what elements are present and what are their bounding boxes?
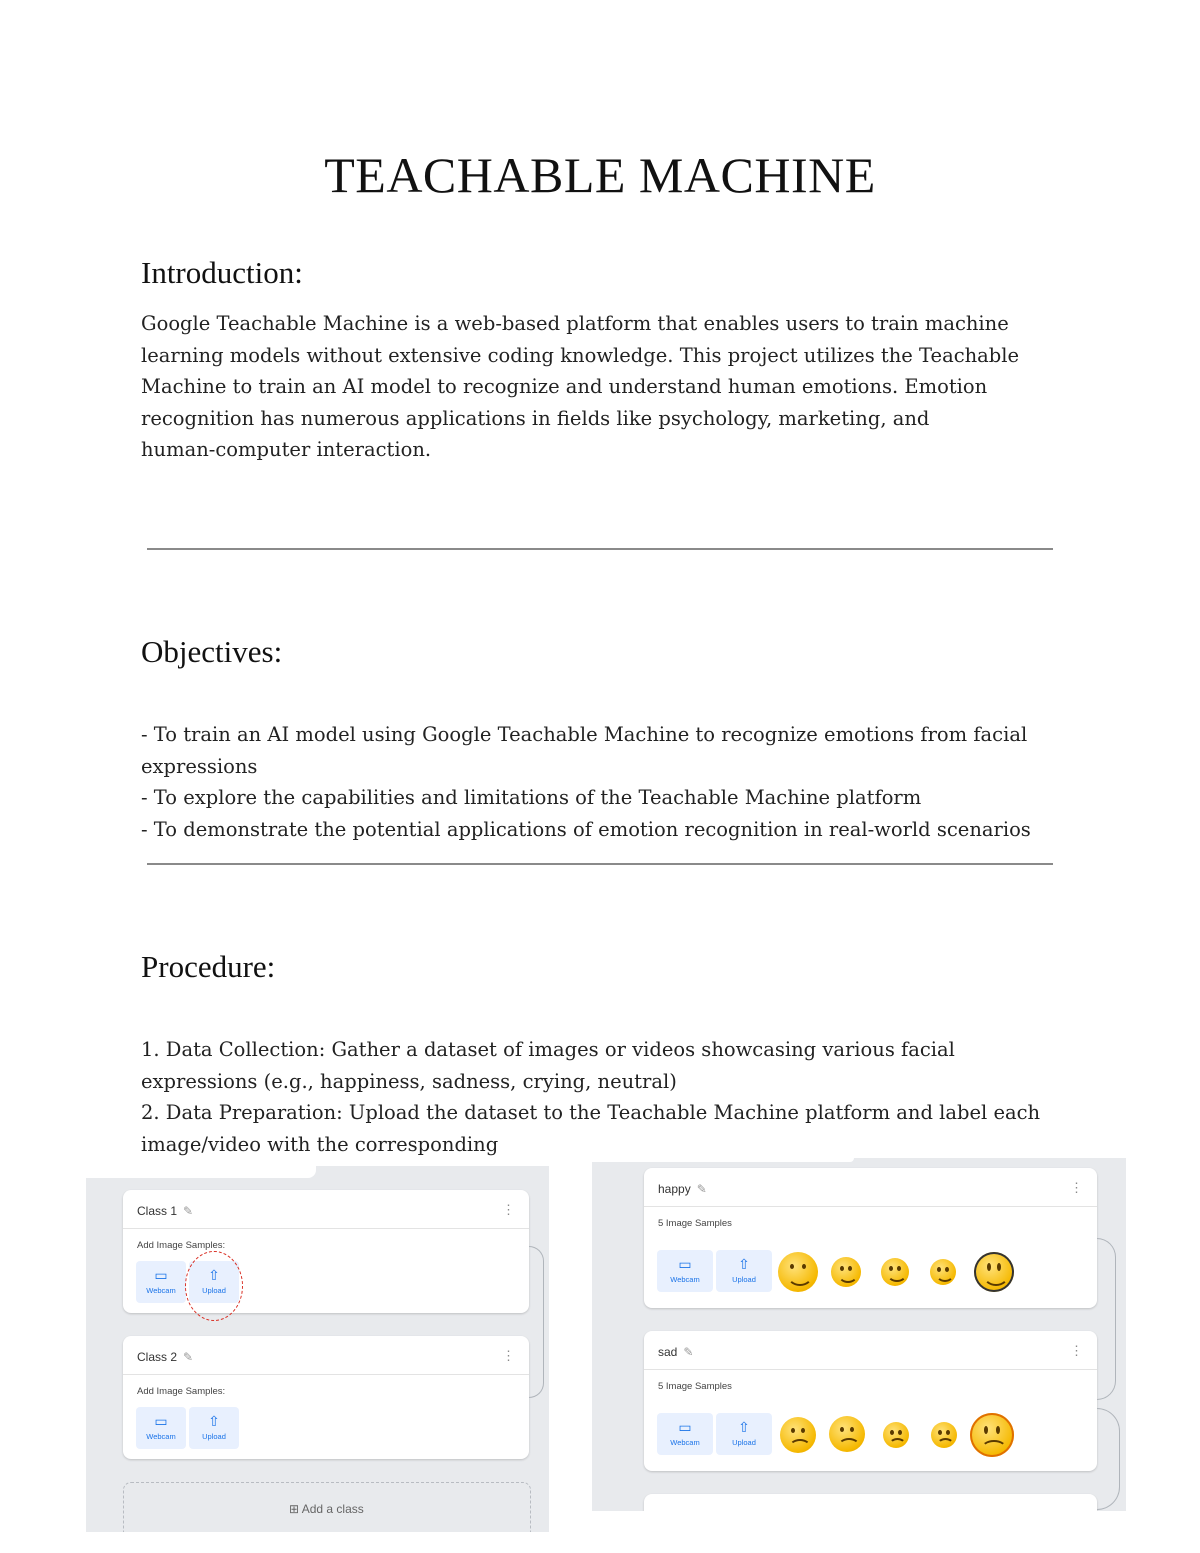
- section-divider: [147, 863, 1053, 865]
- sad-sample-image[interactable]: [883, 1422, 909, 1448]
- card-divider: [644, 1369, 1097, 1370]
- card-divider: [644, 1206, 1097, 1207]
- upload-icon: ⇧: [738, 1256, 750, 1272]
- upload-icon: ⇧: [738, 1419, 750, 1435]
- objectives-list: [141, 719, 1061, 845]
- edit-pencil-icon[interactable]: ✎: [183, 1204, 194, 1218]
- class-1-name[interactable]: Class 1: [137, 1204, 178, 1218]
- happy-class-card: [644, 1168, 1097, 1308]
- sad-sample-image[interactable]: [829, 1416, 865, 1452]
- objective-line: - To train an AI model using Google Teachable Machine to recognize emotions from facial: [141, 723, 1028, 746]
- more-vert-icon[interactable]: ⋮: [502, 1202, 515, 1217]
- upload-label: Upload: [732, 1438, 756, 1447]
- sad-sample-image[interactable]: [970, 1413, 1014, 1457]
- add-class-label: Add a class: [301, 1502, 364, 1516]
- webcam-button[interactable]: [136, 1407, 186, 1449]
- section-divider: [147, 548, 1053, 550]
- webcam-button[interactable]: [136, 1261, 186, 1303]
- objective-line: - To demonstrate the potential applications of emotion recognition in real-world scenarios: [141, 817, 1031, 841]
- objective-line: - To explore the capabilities and limitations of the Teachable Machine platform: [141, 786, 922, 809]
- procedure-line: 1. Data Collection: Gather a dataset of images or videos showcasing various facial: [141, 1038, 955, 1061]
- add-image-samples-label: Add Image Samples:: [137, 1386, 226, 1397]
- edit-pencil-icon[interactable]: ✎: [696, 1182, 707, 1196]
- introduction-heading: Introduction:: [141, 255, 303, 290]
- edit-pencil-icon[interactable]: ✎: [183, 1350, 194, 1364]
- webcam-label: Webcam: [146, 1286, 176, 1295]
- videocam-icon: ▭: [678, 1419, 692, 1435]
- add-image-samples-label: Add Image Samples:: [137, 1240, 226, 1251]
- videocam-icon: ▭: [154, 1267, 168, 1283]
- class-2-card: [123, 1336, 529, 1459]
- image-samples-count: 5 Image Samples: [658, 1218, 732, 1229]
- more-vert-icon[interactable]: ⋮: [1070, 1180, 1083, 1195]
- objectives-heading: Objectives:: [141, 634, 283, 669]
- intro-line: human-computer interaction.: [141, 438, 432, 461]
- webcam-label: Webcam: [670, 1275, 700, 1284]
- connector-line: [1097, 1238, 1116, 1400]
- intro-line: recognition has numerous applications in fields like psychology, marketing, and: [141, 406, 930, 430]
- sad-class-card: [644, 1331, 1097, 1471]
- class-1-card: [123, 1190, 529, 1313]
- webcam-label: Webcam: [670, 1438, 700, 1447]
- edit-pencil-icon[interactable]: ✎: [683, 1345, 694, 1359]
- connector-line: [1097, 1408, 1120, 1510]
- videocam-icon: ▭: [678, 1256, 692, 1272]
- webcam-label: Webcam: [146, 1432, 176, 1441]
- upload-button[interactable]: [716, 1250, 772, 1292]
- upload-label: Upload: [202, 1286, 226, 1295]
- add-class-area[interactable]: [123, 1482, 531, 1532]
- highlight-circle: [185, 1251, 243, 1321]
- webcam-button[interactable]: [657, 1250, 713, 1292]
- procedure-list: [141, 1034, 1061, 1160]
- introduction-paragraph: [141, 308, 1061, 466]
- intro-line: learning models without extensive coding knowledge. This project utilizes the Teachable: [141, 343, 1020, 367]
- sad-class-name[interactable]: sad: [658, 1345, 678, 1359]
- upload-icon: ⇧: [208, 1267, 220, 1283]
- happy-sample-image[interactable]: [778, 1252, 818, 1292]
- left-screenshot: [86, 1166, 549, 1532]
- happy-sample-image[interactable]: [881, 1258, 909, 1286]
- card-divider: [123, 1374, 529, 1375]
- happy-class-name[interactable]: happy: [658, 1182, 691, 1196]
- intro-line: Machine to train an AI model to recognize and understand human emotions. Emotion: [141, 375, 988, 398]
- upload-label: Upload: [732, 1275, 756, 1284]
- videocam-icon: ▭: [154, 1413, 168, 1429]
- more-vert-icon[interactable]: ⋮: [1070, 1343, 1083, 1358]
- happy-sample-image[interactable]: [930, 1259, 956, 1285]
- sad-sample-image[interactable]: [780, 1417, 816, 1453]
- screenshot-edge: [592, 1158, 854, 1162]
- class-2-name[interactable]: Class 2: [137, 1350, 178, 1364]
- more-vert-icon[interactable]: ⋮: [502, 1348, 515, 1363]
- happy-sample-image[interactable]: [974, 1252, 1014, 1292]
- procedure-line: expressions (e.g., happiness, sadness, crying, neutral): [141, 1069, 677, 1093]
- intro-line: Google Teachable Machine is a web-based platform that enables users to train machine: [141, 312, 1009, 335]
- webcam-button[interactable]: [657, 1413, 713, 1455]
- image-samples-count: 5 Image Samples: [658, 1381, 732, 1392]
- procedure-line: 2. Data Preparation: Upload the dataset to the Teachable Machine platform and label each: [141, 1101, 1041, 1124]
- upload-icon: ⇧: [208, 1413, 220, 1429]
- objective-line: expressions: [141, 754, 258, 778]
- happy-sample-image[interactable]: [831, 1257, 861, 1287]
- upload-button[interactable]: [716, 1413, 772, 1455]
- upload-label: Upload: [202, 1432, 226, 1441]
- sad-sample-image[interactable]: [931, 1422, 957, 1448]
- document-title: TEACHABLE MACHINE: [324, 147, 876, 203]
- add-box-icon: ⊞: [289, 1502, 302, 1516]
- procedure-line: image/video with the corresponding: [141, 1132, 499, 1156]
- card-divider: [123, 1228, 529, 1229]
- upload-button[interactable]: [189, 1407, 239, 1449]
- right-screenshot: [592, 1158, 1126, 1511]
- connector-line: [529, 1246, 544, 1398]
- procedure-heading: Procedure:: [141, 949, 276, 984]
- screenshot-edge: [86, 1166, 316, 1178]
- class-card-partial: [644, 1494, 1097, 1511]
